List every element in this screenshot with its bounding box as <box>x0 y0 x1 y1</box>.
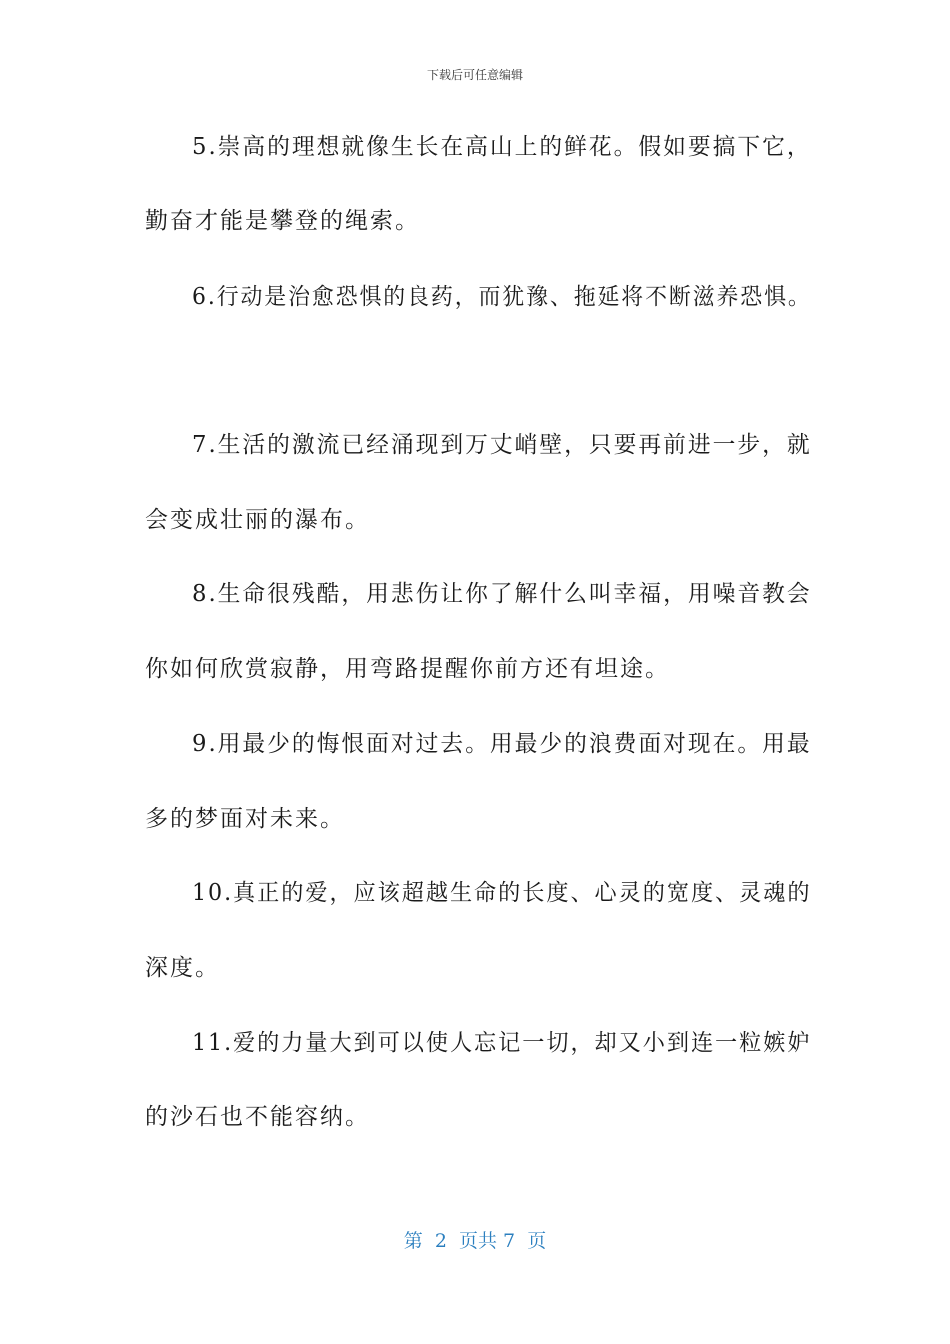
paragraph-11-line-1: 11.爱的力量大到可以使人忘记一切，却又小到连一粒嫉妒 <box>192 1030 812 1056</box>
paragraph-9-line-2: 多的梦面对未来。 <box>145 806 345 832</box>
paragraph-8-line-1: 8.生命很残酷，用悲伤让你了解什么叫幸福，用噪音教会 <box>192 581 812 607</box>
paragraph-10-line-1: 10.真正的爱，应该超越生命的长度、心灵的宽度、灵魂的 <box>192 880 812 906</box>
paragraph-6-line-1: 6.行动是治愈恐惧的良药，而犹豫、拖延将不断滋养恐惧。 <box>192 284 812 310</box>
paragraph-7-line-1: 7.生活的激流已经涌现到万丈峭壁，只要再前进一步，就 <box>192 432 812 458</box>
page-header: 下载后可任意编辑 <box>426 68 523 82</box>
paragraph-7-line-2: 会变成壮丽的瀑布。 <box>145 507 370 533</box>
paragraph-10-line-2: 深度。 <box>145 955 220 981</box>
paragraph-9-line-1: 9.用最少的悔恨面对过去。用最少的浪费面对现在。用最 <box>192 731 812 757</box>
paragraph-11-line-2: 的沙石也不能容纳。 <box>145 1104 370 1130</box>
page-number-footer: 第 2 页共 7 页 <box>403 1230 547 1252</box>
paragraph-8-line-2: 你如何欣赏寂静，用弯路提醒你前方还有坦途。 <box>145 656 670 682</box>
paragraph-5-line-1: 5.崇高的理想就像生长在高山上的鲜花。假如要搞下它， <box>192 134 812 160</box>
paragraph-5-line-2: 勤奋才能是攀登的绳索。 <box>145 208 420 234</box>
